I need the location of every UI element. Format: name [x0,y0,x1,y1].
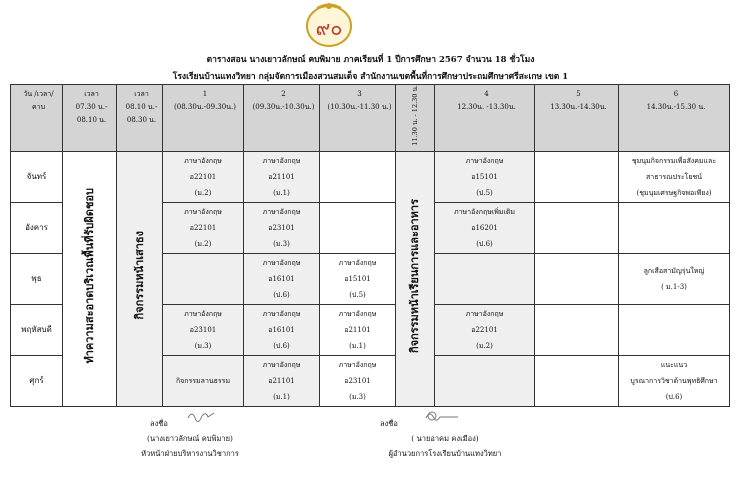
header-corner: วัน /เวลา/ คาบ [11,85,63,152]
day-row [11,151,730,202]
class-cell-p5 [535,151,619,202]
timetable [10,84,730,407]
lunch-activity-span: กิจกรรมหน้าเรียนการและอาหาร [396,151,435,406]
class-cell-p6 [619,355,730,406]
class-cell-line: ภาษาอังกฤษ [262,258,301,267]
title-line-2: โรงเรียนบ้านแทงวิทยา กลุ่มจัดการเมืองสวนสมเด็จ สำนักงานเขตพื้นที่การศึกษาประถมศึกษาศรีสะเกษ เขต 1 [172,72,569,82]
class-cell-line: อ23101 [344,376,371,385]
class-cell-p2 [244,355,320,406]
class-cell-line: ภาษาอังกฤษ [338,309,377,318]
class-cell-line: ภาษาอังกฤษ [184,309,222,318]
class-cell-p3 [320,253,396,304]
class-cell-line: อ21101 [268,172,295,181]
class-cell-line: กิจกรรมลานธรรม [175,376,231,385]
header-time-early: เวลา 07.30 น.- 08.10 น. [63,85,117,152]
class-cell-p5 [535,253,619,304]
class-cell-line: (ชุมนุมเศรษฐกิจพอเพียง) [636,188,712,197]
class-cell-line: (ม.2) [194,239,212,248]
header-row [11,85,730,152]
left-signer-position: หัวหน้าฝ่ายบริหารงานวิชาการ [141,449,239,458]
class-cell-line: ( ม.1-3) [661,282,687,291]
class-cell-line: บูรณาการวิชาด้านพุทธิศึกษา [630,376,718,385]
header-period-6: 6 14.30น.-15.30 น. [619,85,730,152]
class-cell-p4 [435,304,535,355]
header-period-1: 1 (08.30น.-09.30น.) [163,85,244,152]
class-cell-line: สาธารณประโยชน์ [645,172,703,181]
class-cell-line: อ16101 [268,325,295,334]
class-cell-line: ภาษาอังกฤษ [338,258,377,267]
class-cell-p2 [244,151,320,202]
left-signature-mark [186,408,216,424]
day-name: จันทร์ [11,151,63,202]
class-cell-p1 [163,304,244,355]
class-cell-line: (ม.1) [273,188,290,197]
class-cell-p4 [435,151,535,202]
header-period-4: 4 12.30น. -13.30น. [435,85,535,152]
class-cell-line: ภาษาอังกฤษ [465,156,504,165]
class-cell-p3 [320,202,396,253]
header-lunch-time: 11.30 น. - 12.30 น. [396,85,435,152]
class-cell-line: ภาษาอังกฤษ [184,156,222,165]
class-cell-line: อ22101 [471,325,498,334]
logo-text: ๙๐ [315,16,343,40]
class-cell-p3 [320,304,396,355]
class-cell-line: อ15101 [344,274,371,283]
class-cell-line: (ม.1) [349,341,366,350]
class-cell-p4 [435,253,535,304]
class-cell-line: (ม.3) [273,239,290,248]
class-cell-line: (ป.6) [476,239,493,248]
class-cell-p2 [244,202,320,253]
class-cell-line: ภาษาอังกฤษ [184,207,222,216]
class-cell-p1 [163,151,244,202]
class-cell-line: ภาษาอังกฤษ [262,309,301,318]
class-cell-line: (ม.3) [349,392,366,401]
class-cell-line: (ม.1) [273,392,290,401]
class-cell-line: (ป.6) [665,392,683,401]
class-cell-line: อ16101 [268,274,295,283]
class-cell-line: อ23101 [268,223,295,232]
left-sign-label: ลงชื่อ [150,419,168,428]
school-anniversary-logo [303,2,355,48]
class-cell-line: อ16201 [471,223,498,232]
class-cell-line: อ23101 [189,325,217,334]
class-cell-line: (ป.6) [273,290,290,299]
class-cell-line: (ป.5) [476,188,493,197]
right-sign-label: ลงชื่อ [380,419,398,428]
class-cell-line: ชุมนุมกิจกรรมเพื่อสังคมและ [631,156,717,165]
header-period-3: 3 (10.30น.-11.30 น.) [320,85,396,152]
class-cell-line: ภาษาอังกฤษ [262,360,301,369]
class-cell-p1 [163,253,244,304]
day-name: อังคาร [11,202,63,253]
right-signer-position: ผู้อำนวยการโรงเรียนบ้านแทงวิทยา [388,449,502,458]
class-cell-line: ภาษาอังกฤษ [262,207,301,216]
class-cell-p5 [535,202,619,253]
class-cell-p5 [535,304,619,355]
header-period-5: 5 13.30น.-14.30น. [535,85,619,152]
day-name: ศุกร์ [11,355,63,406]
class-cell-line: อ15101 [471,172,498,181]
class-cell-p3 [320,355,396,406]
class-cell-p5 [535,355,619,406]
left-signer-name: (นางเยาวลักษณ์ คบพิมาย) [147,434,233,443]
class-cell-line: (ม.3) [194,341,212,350]
class-cell-p6 [619,304,730,355]
class-cell-p1 [163,202,244,253]
flag-activity-span: กิจกรรมหน้าเสาธง [117,151,163,406]
class-cell-line: ภาษาอังกฤษ [338,360,377,369]
class-cell-line: อ22101 [189,172,217,181]
class-cell-p6 [619,253,730,304]
title-line-1: ตารางสอน นางเยาวลักษณ์ คบพิมาย ภาคเรียนที่ 1 ปีการศึกษา 2567 จำนวน 18 ชั่วโมง [206,55,535,65]
class-cell-line: อ21101 [268,376,295,385]
day-name: พฤหัสบดี [11,304,63,355]
class-cell-line: อ21101 [344,325,371,334]
right-signer-name: ( นายอาคม คงเมือง) [411,434,479,443]
class-cell-line: แนะแนว [660,360,688,369]
class-cell-p2 [244,304,320,355]
clean-activity-span: ทำความสะอาดบริเวณพื้นที่รับผิดชอบ [63,151,117,406]
class-cell-line: อ22101 [189,223,217,232]
class-cell-p4 [435,202,535,253]
class-cell-line: (ป.6) [273,341,290,350]
class-cell-p3 [320,151,396,202]
class-cell-p4 [435,355,535,406]
class-cell-p1 [163,355,244,406]
header-time-flag: เวลา 08.10 น.- 08.30 น. [117,85,163,152]
header-period-2: 2 (09.30น.-10.30น.) [244,85,320,152]
class-cell-line: (ป.5) [349,290,366,299]
class-cell-p2 [244,253,320,304]
class-cell-line: (ม.2) [194,188,212,197]
class-cell-line: ภาษาอังกฤษ [465,309,504,318]
day-name: พุธ [11,253,63,304]
class-cell-line: ลูกเสือสามัญรุ่นใหญ่ [643,266,705,275]
class-cell-p6 [619,202,730,253]
class-cell-line: ภาษาอังกฤษเพิ่มเติม [454,207,515,216]
class-cell-line: ภาษาอังกฤษ [262,156,301,165]
class-cell-p6 [619,151,730,202]
right-signature-mark [420,408,460,426]
class-cell-line: (ม.2) [476,341,493,350]
